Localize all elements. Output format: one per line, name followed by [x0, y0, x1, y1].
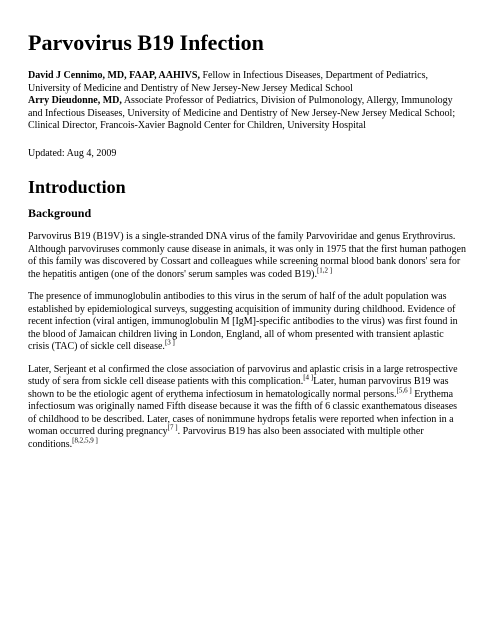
subsection-heading-background: Background [28, 206, 92, 220]
author-affiliation: Associate Professor of Pediatrics, Division of Pulmonology, Allergy, Immunology and Infectious Diseases, University of Medicine and Dentistry of New Jersey-New Jersey Medical School; Clinical Director, Francois-Xavier Bagnold Center for Children, University Hospital [28, 95, 456, 131]
paragraph-text: . Parvovirus B19 has also been associated with multiple other conditions. [28, 426, 424, 450]
reference-link[interactable]: [8,2,5,9 ] [72, 436, 98, 445]
paragraph-text: Later, Serjeant et al confirmed the close association of parvovirus and aplastic crisis in a large retrospective study of sera from sickle cell disease patients with this complication. [28, 363, 458, 387]
body-paragraph [28, 291, 467, 354]
paragraph-text: Parvovirus B19 (B19V) is a single-stranded DNA virus of the family Parvoviridae and genus Erythrovirus. Although parvoviruses commonly cause disease in animals, it was only in 1975 that the first human pathogen of this family was discovered by Cossart and colleagues while screening normal blood bank donors' sera for the hepatitis antigen (one of the donors' serum samples was coded B19). [28, 231, 466, 280]
reference-link[interactable]: [7 ] [167, 423, 178, 432]
page-title: Parvovirus B19 Infection [28, 30, 264, 55]
body-paragraph [28, 364, 467, 452]
author-affiliation: Fellow in Infectious Diseases, Department of Pediatrics, University of Medicine and Dentistry of New Jersey-New Jersey Medical School [28, 70, 428, 94]
paragraph-text: The presence of immunoglobulin antibodies to this virus in the serum of half of the adult population was established by epidemiological surveys, suggesting acquisition of immunity during childhood. Evidence of recent infection (viral antigen, immunoglobulin M [IgM]-specific antibodies to the virus) was first found in the blood of Jamaican children living in London, England, all of whom presented with transient aplastic crisis (TAC) of sickle cell disease. [28, 291, 458, 352]
section-heading-introduction: Introduction [28, 177, 126, 197]
paragraph-text: Later, human parvovirus B19 was shown to be the etiologic agent of erythema infectiosum in hematologically normal persons. [28, 376, 449, 400]
reference-link[interactable]: [5,6 ] [396, 386, 412, 395]
paragraph-text: Erythema infectiosum was originally named Fifth disease because it was the fifth of 6 classic exanthematous diseases of childhood to be described. Later, cases of nonimmune hydrops fetalis were reported when infection in a woman occurred during pregnancy [28, 388, 458, 437]
updated-date: Updated: Aug 4, 2009 [28, 147, 117, 159]
reference-link[interactable]: [1,2 ] [316, 266, 333, 275]
author-name: David J Cennimo, MD, FAAP, AAHIVS, [28, 70, 200, 81]
body-paragraph [28, 231, 467, 281]
author-name: Arry Dieudonne, MD, [28, 95, 122, 106]
author-block [28, 70, 467, 133]
reference-link[interactable]: [4 ] [303, 373, 314, 382]
reference-link[interactable]: [3 ] [164, 338, 175, 347]
